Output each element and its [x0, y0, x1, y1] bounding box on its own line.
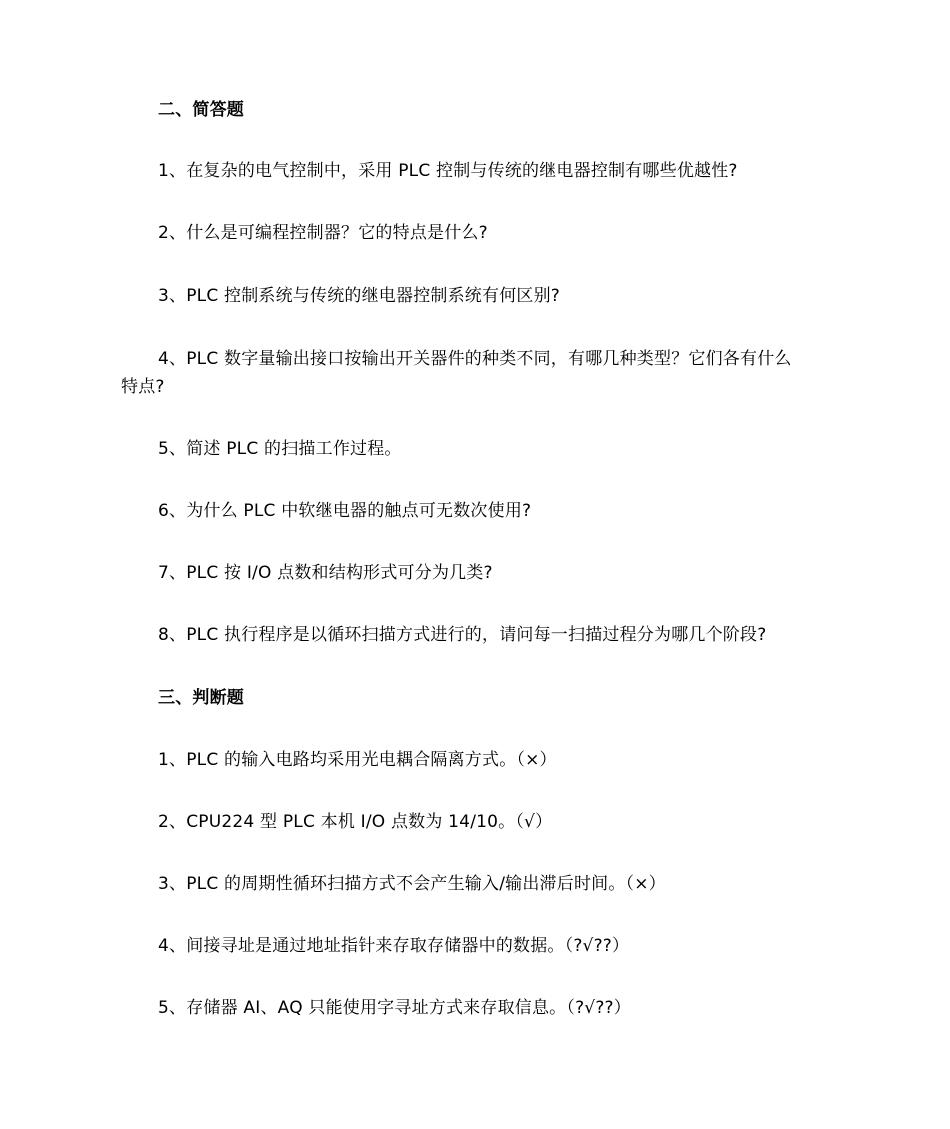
question-4-line-1: 4、PLC 数字量输出接口按输出开关器件的种类不同，有哪几种类型？它们各有什么 — [158, 349, 792, 369]
question-1: 1、在复杂的电气控制中，采用 PLC 控制与传统的继电器控制有哪些优越性? — [158, 161, 738, 181]
judgment-5: 5、存储器 AI、AQ 只能使用字寻址方式来存取信息。（?√??） — [158, 998, 631, 1018]
judgment-1: 1、PLC 的输入电路均采用光电耦合隔离方式。（×） — [158, 750, 557, 770]
section-heading-true-false: 三、判断题 — [158, 688, 244, 708]
question-6: 6、为什么 PLC 中软继电器的触点可无数次使用? — [158, 501, 532, 521]
question-3: 3、PLC 控制系统与传统的继电器控制系统有何区别? — [158, 286, 561, 306]
judgment-2: 2、CPU224 型 PLC 本机 I/O 点数为 14/10。（√） — [158, 812, 553, 832]
question-8: 8、PLC 执行程序是以循环扫描方式进行的，请问每一扫描过程分为哪几个阶段? — [158, 625, 767, 645]
section-heading-short-answer: 二、简答题 — [158, 100, 244, 120]
question-2: 2、什么是可编程控制器？它的特点是什么? — [158, 223, 488, 243]
question-5: 5、简述 PLC 的扫描工作过程。 — [158, 439, 402, 459]
judgment-3: 3、PLC 的周期性循环扫描方式不会产生输入/输出滞后时间。（×） — [158, 874, 666, 894]
judgment-4: 4、间接寻址是通过地址指针来存取存储器中的数据。（?√??） — [158, 936, 630, 956]
question-7: 7、PLC 按 I/O 点数和结构形式可分为几类? — [158, 563, 493, 583]
question-4-line-2: 特点? — [121, 377, 165, 397]
